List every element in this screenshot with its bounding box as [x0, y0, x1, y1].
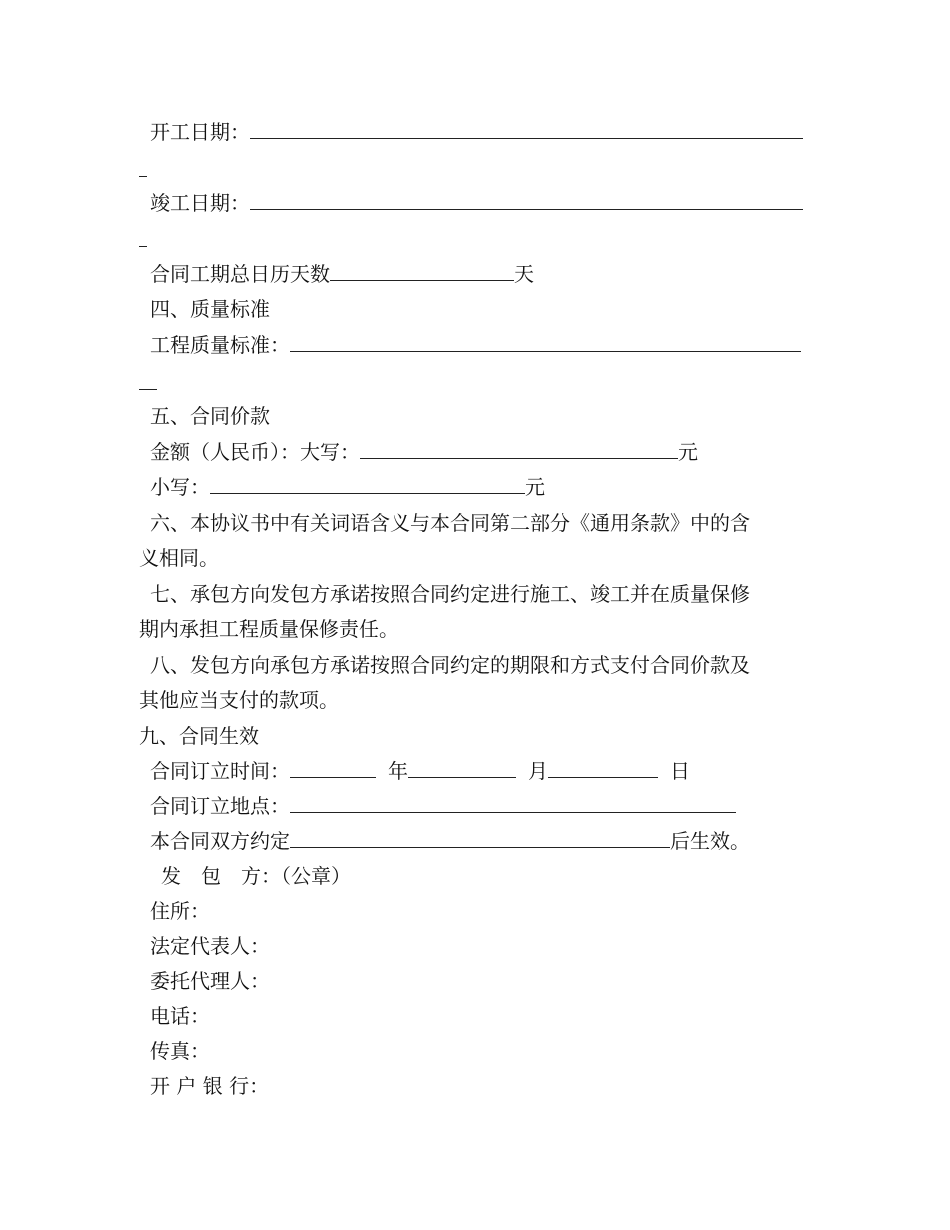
start-date-label: 开工日期：	[150, 120, 250, 144]
start-date-row	[150, 118, 803, 146]
section-8-line-2: 其他应当支付的款项。	[139, 688, 339, 712]
sign-year-field[interactable]	[290, 759, 376, 778]
end-date-row	[150, 189, 803, 217]
end-date-label: 竣工日期：	[150, 191, 250, 215]
quality-standard-field[interactable]	[290, 333, 801, 352]
section-4-heading: 四、质量标准	[150, 297, 270, 321]
end-date-field-overflow	[139, 246, 147, 247]
address-label: 住所：	[150, 899, 210, 923]
sign-month-field[interactable]	[408, 759, 516, 778]
sign-day-field[interactable]	[548, 759, 658, 778]
amount-lower-unit: 元	[525, 475, 545, 499]
quality-standard-field-overflow	[139, 389, 157, 390]
section-8-line-1: 八、发包方向承包方承诺按照合同约定的期限和方式支付合同价款及	[150, 653, 750, 677]
section-9-heading: 九、合同生效	[139, 724, 259, 748]
sign-place-field[interactable]	[290, 794, 736, 813]
sign-time-label: 合同订立时间：	[150, 759, 290, 783]
amount-upper-field[interactable]	[360, 440, 678, 459]
section-6-line-1: 六、本协议书中有关词语含义与本合同第二部分《通用条款》中的含	[150, 511, 750, 535]
party-a-heading: 发 包 方：（公章）	[161, 864, 351, 888]
total-days-row	[150, 260, 534, 288]
total-days-label: 合同工期总日历天数	[150, 262, 330, 286]
section-6-line-2: 义相同。	[139, 546, 219, 570]
sign-place-label: 合同订立地点：	[150, 794, 290, 818]
sign-place-row	[150, 792, 736, 820]
start-date-field[interactable]	[250, 120, 803, 139]
section-5-heading: 五、合同价款	[150, 404, 270, 428]
day-label: 日	[670, 759, 690, 783]
amount-upper-unit: 元	[678, 440, 698, 464]
legal-rep-label: 法定代表人：	[150, 934, 270, 958]
section-7-line-1: 七、承包方向发包方承诺按照合同约定进行施工、竣工并在质量保修	[150, 582, 750, 606]
total-days-field[interactable]	[330, 262, 514, 281]
month-label: 月	[528, 759, 548, 783]
phone-label: 电话：	[150, 1004, 210, 1028]
total-days-unit: 天	[514, 262, 534, 286]
year-label: 年	[388, 759, 408, 783]
effective-row	[150, 827, 750, 855]
sign-time-row	[150, 757, 690, 785]
agent-label: 委托代理人：	[150, 969, 270, 993]
end-date-field[interactable]	[250, 191, 803, 210]
effective-suffix: 后生效。	[670, 829, 750, 853]
effective-condition-field[interactable]	[290, 829, 670, 848]
effective-label: 本合同双方约定	[150, 829, 290, 853]
quality-standard-row	[150, 331, 801, 359]
amount-upper-row	[150, 438, 698, 466]
amount-upper-label: 金额（人民币）：大写：	[150, 440, 360, 464]
bank-label: 开 户 银 行：	[150, 1074, 270, 1098]
fax-label: 传真：	[150, 1039, 210, 1063]
section-7-line-2: 期内承担工程质量保修责任。	[139, 617, 399, 641]
amount-lower-row	[150, 473, 545, 501]
quality-standard-label: 工程质量标准：	[150, 333, 290, 357]
amount-lower-field[interactable]	[210, 475, 525, 494]
amount-lower-label: 小写：	[150, 475, 210, 499]
start-date-field-overflow	[139, 176, 147, 177]
